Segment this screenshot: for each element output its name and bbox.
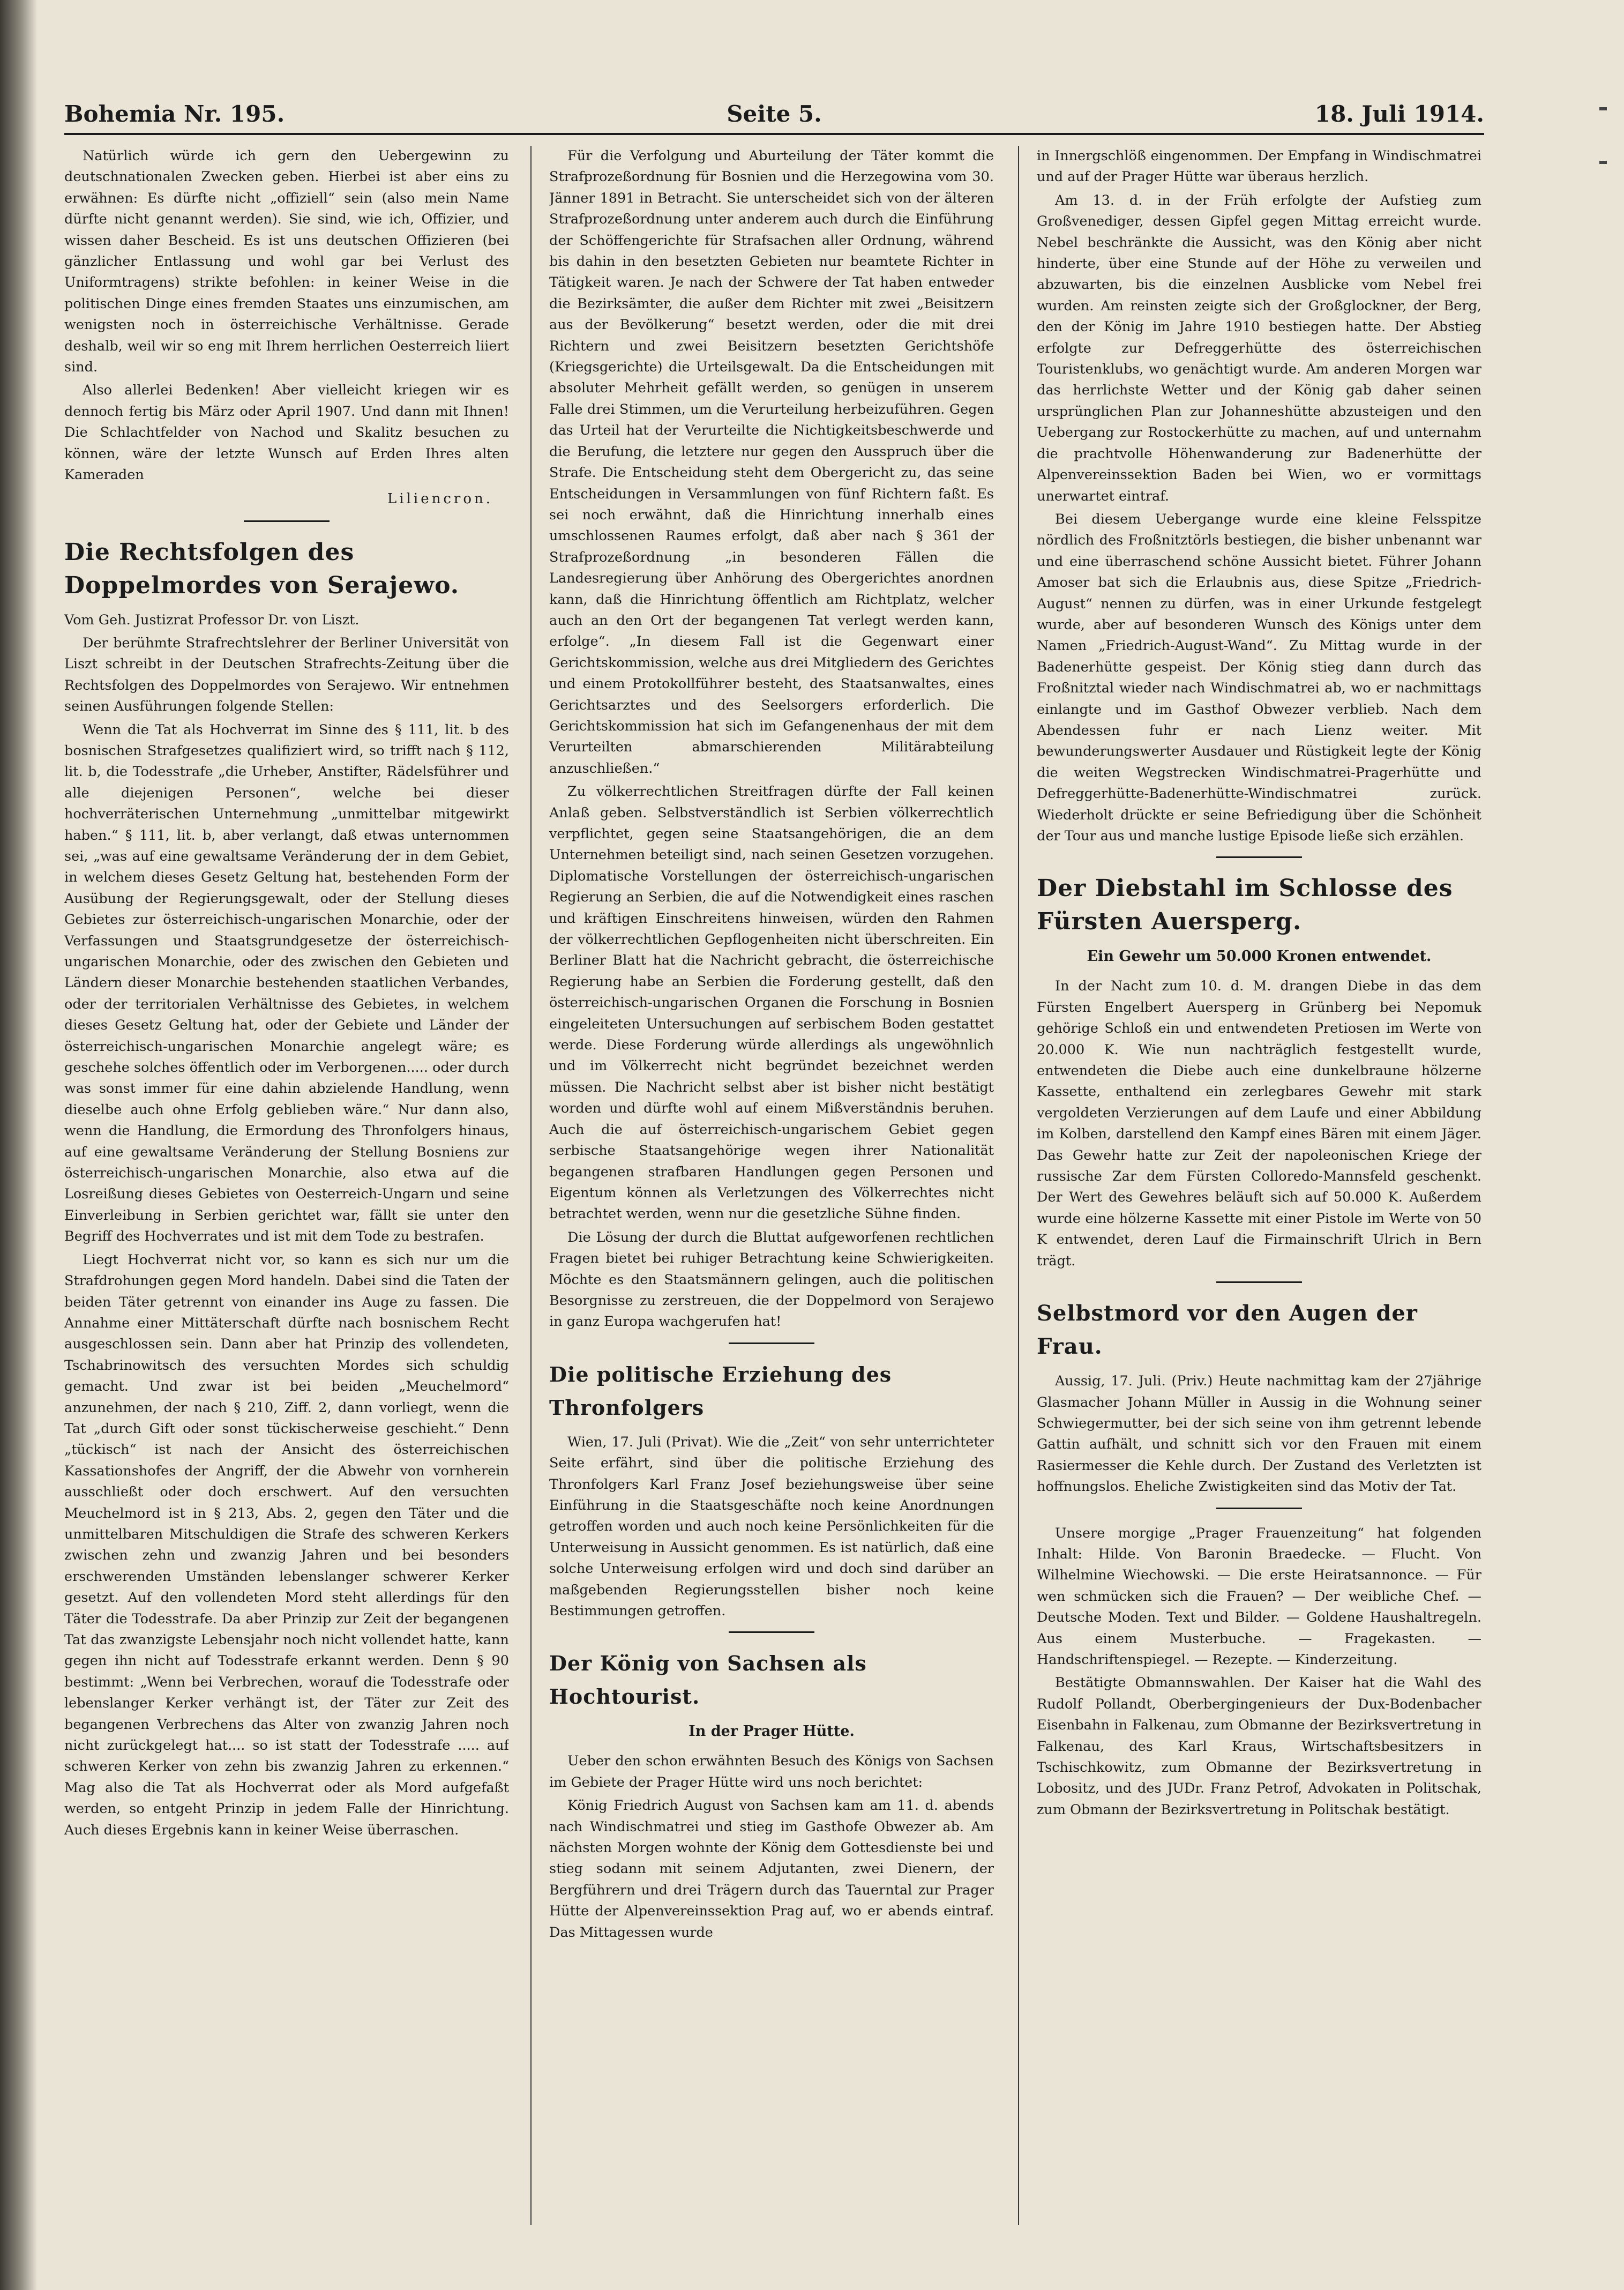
- header-rule: [64, 133, 1484, 135]
- newspaper-page: [64, 96, 1484, 2246]
- article-subtitle: Ein Gewehr um 50.000 Kronen entwendet.: [1087, 948, 1432, 965]
- column-3: [1037, 146, 1481, 2236]
- header-issue: Bohemia Nr. 195.: [64, 101, 285, 127]
- article-paragraph: in Innergschlöß eingenommen. Der Empfang in Windischmatrei und auf der Prager Hütte war überaus herzlich.: [1037, 148, 1481, 185]
- article-paragraph: Wenn die Tat als Hochverrat im Sinne des § 111, lit. b des bosnischen Strafgesetzes qualifiziert wird, so trifft nach § 112, lit. b, die Todesstrafe „die Urheber, Anstifter, Rädelsführer und alle diejenigen Personen“, welche bei dieser hochverräterischen Unternehmung „unmittelbar mitgewirkt haben.“ § 111, lit. b, aber verlangt, daß etwas unternommen sei, „was auf eine gewaltsame Veränderung der in dem Gebiet, in welchem dieses Gesetz Geltung hat, bestehenden Form der Ausübung der Regierungsgewalt, oder der Stellung dieses Gebietes zur österreichisch-ungarischen Monarchie, oder der Verfassungen und Staatsgrundgesetze der österreichisch-ungarischen Monarchie, oder des zwischen den Gebieten und Ländern dieser Monarchie bestehenden staatlichen Verbandes, oder der territorialen Verhältnisse des Gebietes, in welchem dieses Gesetz Geltung hat, oder der Gebiete und Länder der österreichisch-ungarischen Monarchie angelegt wäre; es geschehe solches öffentlich oder im Verborgenen..... oder durch was sonst immer für eine dahin abzielende Handlung, wenn dieselbe auch ohne Erfolg geblieben wäre.“ Nur dann also, wenn die Handlung, die Ermordung des Thronfolgers hinaus, auf eine gewaltsame Veränderung der Stellung Bosniens zur österreichisch-ungarischen Monarchie, also etwa auf die Losreißung dieses Gebietes von Oesterreich-Ungarn und seine Einverleibung in Serbien gerichtet war, fällt sie unter den Begriff des Hochverrates und ist mit dem Tode zu bestrafen.: [64, 721, 509, 1245]
- article-subtitle: In der Prager Hütte.: [688, 1723, 855, 1740]
- article-paragraph: Aussig, 17. Juli. (Priv.) Heute nachmittag kam der 27jährige Glasmacher Johann Müller in Aussig in die Wohnung seiner Schwiegermutter, bei der sich seine von ihm getrennt lebende Gattin aufhält, und schnitt sich vor den Frauen mit einem Rasiermesser die Kehle durch. Der Zustand des Verletzten ist hoffnungslos. Eheliche Zwistigkeiten sind das Motiv der Tat.: [1037, 1373, 1481, 1495]
- article-title: Die Rechtsfolgen des Doppelmordes von Serajewo.: [64, 538, 460, 599]
- edge-mark: [1599, 107, 1607, 110]
- article-title: Der Diebstahl im Schlosse des Fürsten Auersperg.: [1037, 875, 1453, 936]
- article-title: Die politische Erziehung des Thronfolgers: [549, 1362, 892, 1420]
- column-divider: [1018, 146, 1019, 2225]
- article-paragraph: Für die Verfolgung und Aburteilung der Täter kommt die Strafprozeßordnung für Bosnien und die Herzegowina vom 30. Jänner 1891 in Betracht. Sie unterscheidet sich von der älteren Strafprozeßordnung unter anderem auch durch die Einführung der Schöffengerichte für Strafsachen aller Ordnung, während bis dahin in den besetzten Gebieten nur beamtete Richter in Tätigkeit waren. Je nach der Schwere der Tat haben entweder die Bezirksämter, die außer dem Richter mit zwei „Beisitzern aus der Bevölkerung“ besetzt werden, oder die mit drei Richtern und zwei Beisitzern besetzten Gerichtshöfe (Kriegsgerichte) die Urteilsgewalt. Da die Entscheidungen mit absoluter Mehrheit gefällt werden, so genügen in unserem Falle drei Stimmen, um die Verurteilung herbeizuführen. Gegen das Urteil hat der Verurteilte die Nichtigkeitsbeschwerde und die Berufung, die letztere nur gegen den Ausspruch über die Strafe. Die Entscheidung steht dem Obergericht zu, das seine Entscheidungen in Versammlungen von fünf Richtern faßt. Es sei noch erwähnt, daß die Hinrichtung innerhalb eines umschlossenen Raumes erfolgt, daß aber nach § 361 der Strafprozeßordnung „in besonderen Fällen die Landesregierung über Anhörung des Obergerichtes anordnen kann, daß die Hinrichtung öffentlich am Richtplatz, welcher auch an den Ort der begangenen Tat verlegt werden kann, erfolge“. „In diesem Fall ist die Gegenwart einer Gerichtskommission, welche aus drei Mitgliedern des Gerichtes und einem Protokollführer besteht, des Staatsanwaltes, eines Gerichtsarztes und des Seelsorgers erforderlich. Die Gerichtskommission hat sich im Gefangenenhaus der mit dem Verurteilten abmarschierenden Militärabteilung anzuschließen.“: [549, 148, 994, 777]
- letter-signature: Liliencron.: [387, 490, 493, 507]
- section-separator: [729, 1342, 814, 1344]
- column-1: [64, 146, 509, 2236]
- column-2: [549, 146, 994, 2236]
- notice-paragraph: Unsere morgige „Prager Frauenzeitung“ hat folgenden Inhalt: Hilde. Von Baronin Braedecke. — Flucht. Von Wilhelmine Wiechowski. — Die erste Heiratsannonce. — Für wen schmücken sich die Frauen? — Der weibliche Chef. — Deutsche Moden. Text und Bilder. — Goldene Haushaltregeln. Aus einem Musterbuche. — Fragekasten. — Handschriftenspiegel. — Rezepte. — Kinderzeitung.: [1037, 1525, 1481, 1668]
- article-title: Selbstmord vor den Augen der Frau.: [1037, 1301, 1418, 1360]
- section-separator: [729, 1631, 814, 1633]
- section-separator: [1216, 1508, 1302, 1509]
- article-paragraph: In der Nacht zum 10. d. M. drangen Diebe in das dem Fürsten Engelbert Auersperg in Grünberg bei Nepomuk gehörige Schloß ein und entwendeten Pretiosen im Werte von 20.000 K. Wie nun nachträglich festgestellt wurde, entwendeten die Diebe auch eine dunkelbraune hölzerne Kassette, enthaltend ein zerlegbares Gewehr mit stark vergoldeten Verzierungen auf dem Laufe und einer Abbildung im Kolben, darstellend den Kampf eines Bären mit einem Jäger. Das Gewehr hatte zur Zeit der napoleonischen Kriege der russische Zar dem Fürsten Colloredo-Mannsfeld geschenkt. Der Wert des Gewehres beläuft sich auf 50.000 K. Außerdem wurde eine hölzerne Kassette mit einer Pistole im Werte von 50 K entwendet, deren Lauf die Firmainschrift Ulrich in Bern trägt.: [1037, 978, 1481, 1269]
- header-date: 18. Juli 1914.: [1314, 101, 1484, 127]
- article-title: Der König von Sachsen als Hochtourist.: [549, 1651, 867, 1709]
- column-divider: [530, 146, 532, 2225]
- article-paragraph: Wien, 17. Juli (Privat). Wie die „Zeit“ von sehr unterrichteter Seite erfährt, sind über die politische Erziehung des Thronfolgers Karl Franz Josef beziehungsweise über seine Einführung in die Staatsgeschäfte noch keine Anordnungen getroffen worden und auch noch keine Persönlichkeiten für die Unterweisung in Aussicht genommen. Es ist natürlich, daß eine solche Unterweisung erfolgen wird und doch sind darüber an maßgebenden Regierungsstellen bisher noch keine Bestimmungen getroffen.: [549, 1434, 994, 1619]
- section-separator: [1216, 1281, 1302, 1283]
- article-paragraph: Liegt Hochverrat nicht vor, so kann es sich nur um die Strafdrohungen gegen Mord handeln. Dabei sind die Taten der beiden Täter getrennt von einander ins Auge zu fassen. Die Annahme einer Mittäterschaft dürfte nach bosnischem Recht ausgeschlossen sein. Dann aber hat Prinzip des vollendeten, Tschabrinowitsch des versuchten Mordes sich schuldig gemacht. Und zwar ist bei beiden „Meuchelmord“ anzunehmen, der nach § 210, Ziff. 2, dann vorliegt, wenn die Tat „durch Gift oder sonst tückischerweise geschieht.“ Denn „tückisch“ ist nach der Ansicht des österreichischen Kassationshofes der Angriff, der die Abwehr von vornherein ausschließt oder doch erschwert. Auf den versuchten Meuchelmord ist in § 213, Abs. 2, gegen den Täter und die unmittelbaren Mitschuldigen die Strafe des schweren Kerkers zwischen zehn und zwanzig Jahren und bei besonders erschwerenden Umständen lebenslanger schwerer Kerker gesetzt. Auf den vollendeten Mord steht allerdings für den Täter die Todesstrafe. Da aber Prinzip zur Zeit der begangenen Tat das zwanzigste Lebensjahr noch nicht vollendet hatte, kann gegen ihn nicht auf Todesstrafe erkannt werden. Denn § 90 bestimmt: „Wenn bei Verbrechen, worauf die Todesstrafe oder lebenslanger Kerker verhängt ist, der Täter zur Zeit des begangenen Verbrechens das Alter von zwanzig Jahren noch nicht zurückgelegt hat.... so ist statt der Todesstrafe ..... auf schweren Kerker von zehn bis zwanzig Jahren zu erkennen.“ Mag also die Tat als Hochverrat oder als Mord aufgefaßt werden, so entgeht Prinzip in jedem Falle der Hinrichtung. Auch dieses Ergebnis kann in keiner Weise überraschen.: [64, 1251, 509, 1838]
- section-separator: [1216, 856, 1302, 858]
- edge-mark: [1599, 161, 1607, 164]
- letter-paragraph: Also allerlei Bedenken! Aber vielleicht kriegen wir es dennoch fertig bis März oder April 1907. Und dann mit Ihnen! Die Schlachtfelder von Nachod und Skalitz besuchen zu können, wäre der letzte Wunsch auf Erden Ihres alten Kameraden: [64, 382, 509, 483]
- binding-gutter: [0, 0, 38, 2290]
- section-separator: [244, 520, 330, 522]
- article-paragraph: Der berühmte Strafrechtslehrer der Berliner Universität von Liszt schreibt in der Deutschen Strafrechts-Zeitung über die Rechtsfolgen des Doppelmordes von Serajewo. Wir entnehmen seinen Ausführungen folgende Stellen:: [64, 635, 509, 715]
- article-paragraph: Die Lösung der durch die Bluttat aufgeworfenen rechtlichen Fragen bietet bei ruhiger Betrachtung keine Schwierigkeiten. Möchte es den Staatsmännern gelingen, auch die politischen Besorgnisse zu zerstreuen, die der Doppelmord von Serajewo in ganz Europa wachgerufen hat!: [549, 1229, 994, 1330]
- article-paragraph: Bei diesem Uebergange wurde eine kleine Felsspitze nördlich des Froßnitztörls bestiegen, die bisher unbenannt war und eine überraschend schöne Aussicht bietet. Führer Johann Amoser bat sich die Erlaubnis aus, diese Spitze „Friedrich-August“ nennen zu dürfen, was in einer Urkunde festgelegt wurde, aber auf besonderen Wunsch des Königs unter dem Namen „Friedrich-August-Wand“. Zu Mittag wurde in der Badenerhütte gespeist. Der König stieg dann durch das Froßnitztal wieder nach Windischmatrei ab, wo er nachmittags einlangte und im Gasthof Obwezer verblieb. Nach dem Abendessen fuhr er nach Lienz weiter. Mit bewunderungswerter Ausdauer und Rüstigkeit legte der König die weiten Wegstrecken Windischmatrei-Pragerhütte und Defreggerhütte-Badenerhütte-Windischmatrei zurück. Wiederholt drückte er seine Befriedigung über die Schönheit der Tour aus und manche lustige Episode ließe sich erzählen.: [1037, 511, 1481, 844]
- article-paragraph: Ueber den schon erwähnten Besuch des Königs von Sachsen im Gebiete der Prager Hütte wird uns noch berichtet:: [549, 1753, 994, 1791]
- letter-paragraph: Natürlich würde ich gern den Uebergewinn zu deutschnationalen Zwecken geben. Hierbei ist aber eins zu erwähnen: Es dürfte nicht „offiziell“ sein (also mein Name dürfte nicht genannt werden). Sie sind, wie ich, Offizier, und wissen daher Bescheid. Es ist uns deutschen Offizieren (bei gänzlicher Entlassung und wohl gar bei Verlust des Uniformtragens) strikte befohlen: in keiner Weise in die politischen Dinge eines fremden Staates uns einzumischen, am wenigsten noch in österreichische Verhältnisse. Gerade deshalb, weil wir so eng mit Ihrem herrlichen Oesterreich liiert sind.: [64, 148, 509, 376]
- notice-paragraph: Bestätigte Obmannswahlen. Der Kaiser hat die Wahl des Rudolf Pollandt, Oberbergingenieurs der Dux-Bodenbacher Eisenbahn in Falkenau, zum Obmanne der Bezirksvertretung in Falkenau, des Karl Kraus, Wirtschaftsbesitzers in Tschischkowitz, zum Obmanne der Bezirksvertretung in Lobositz, und des JUDr. Franz Petrof, Advokaten in Politschak, zum Obmann der Bezirksvertretung in Politschak bestätigt.: [1037, 1675, 1481, 1818]
- article-paragraph: Am 13. d. in der Früh erfolgte der Aufstieg zum Großvenediger, dessen Gipfel gegen Mittag erreicht wurde. Nebel beschränkte die Aussicht, was den König aber nicht hinderte, über eine Stunde auf der Höhe zu verweilen und abzuwarten, bis die einzelnen Ausblicke vom Nebel frei wurden. Am reinsten zeigte sich der Großglockner, der Berg, den der König im Jahre 1910 bestiegen hatte. Der Abstieg erfolgte zur Defreggerhütte des österreichischen Touristenklubs, wo genächtigt wurde. Am anderen Morgen war das herrlichste Wetter und der König gab daher seinen ursprünglichen Plan zur Johanneshütte abzusteigen und den Uebergang zur Rostockerhütte zu machen, auf und unternahm die prachtvolle Höhenwanderung zur Badenerhütte der Alpenvereinssektion Baden bei Wien, wo er vormittags unerwartet eintraf.: [1037, 192, 1481, 504]
- header-page-number: Seite 5.: [727, 101, 822, 127]
- article-paragraph: Zu völkerrechtlichen Streitfragen dürfte der Fall keinen Anlaß geben. Selbstverständlich ist Serbien völkerrechtlich verpflichtet, gegen seine Staatsangehörigen, die an dem Unternehmen beteiligt sind, nach seinen Gesetzen vorzugehen. Diplomatische Vorstellungen der österreichisch-ungarischen Regierung an Serbien, die auf die Notwendigkeit eines raschen und kräftigen Einschreitens hinweisen, würden den Rahmen der völkerrechtlichen Gepflogenheiten nicht überschreiten. Ein Berliner Blatt hat die Nachricht gebracht, die österreichische Regierung habe an Serbien die Forderung gestellt, daß den österreichisch-ungarischen Organen die Forschung in Bosnien eingeleiteten Untersuchungen auf serbischem Boden gestattet werde. Diese Forderung würde allerdings als ungewöhnlich und im Völkerrecht nicht begründet bezeichnet werden müssen. Die Nachricht selbst aber ist bisher nicht bestätigt worden und dürfte wohl auf einem Mißverständnis beruhen. Auch die auf österreichisch-ungarischem Gebiet gegen serbische Staatsangehörige wegen ihrer Nationalität begangenen strafbaren Handlungen gegen Personen und Eigentum können als Verletzungen des Völkerrechtes nicht betrachtet werden, wenn nur die gesetzliche Sühne finden.: [549, 784, 994, 1222]
- article-paragraph: König Friedrich August von Sachsen kam am 11. d. abends nach Windischmatrei und stieg im Gasthofe Obwezer ab. Am nächsten Morgen wohnte der König dem Gottesdienste bei und stieg sodann mit seinem Adjutanten, zwei Dienern, der Bergführern und drei Trägern durch das Tauerntal zur Prager Hütte der Alpenvereinssektion Prag auf, wo er abends eintraf. Das Mittagessen wurde: [549, 1797, 994, 1941]
- article-byline: Vom Geh. Justizrat Professor Dr. von Liszt.: [64, 611, 360, 628]
- page-header: [64, 96, 1484, 134]
